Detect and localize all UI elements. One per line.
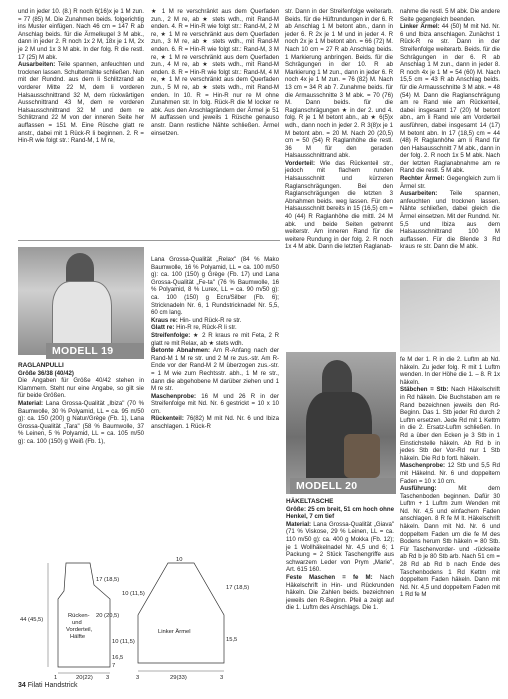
col2-text-a: ★ 1 M re verschränkt aus dem Querfaden zun., 2 M re, ab ★ stets wdh., mit Rand-M enden. 4. R = Hin-R wie folgt str.: Rand-M, 2 M re, ★ 1 M re verschränkt aus dem Querfaden zun., 3 M re, ab ★ stets wdh., mit Rand-M enden. 6. R = Hin-R wie folgt str.: Rand-M, 3 M re, ★ 1 M re verschränkt aus dem Querfaden zun., 4 M re, ab ★ stets wdh., mit Rand-M enden. 8. R = Hin-R wie folgt str.: Rand-M, 4 M re, ★ 1 M re verschränkt aus dem Querfaden zun., 5 M re, ab ★ stets wdh., mit Rand-M enden. In 10. R = Hin-R nur re M ohne Zunahmen str. In folg. Rück-R die M locker re abk. Aus den Anschlagrändern der Ärmel je 51 M auffassen und jeweils 1 Rüsche genauso anstr. Dann restliche Nähte schließen. Ärmel einsetzen. [151,8,279,137]
dim-side: 10 (11,5) [112,639,135,645]
column-4-lower [400,356,500,599]
model-19-banner: MODELL 19 [46,343,144,359]
raglan-size: Größe 36/38 (40/42) [18,369,74,377]
body-label-3: Vorderteil, [66,627,93,633]
body-label-4: Hälfte [70,634,86,640]
column-2-lower [151,256,279,431]
dim-sleeve-top: 10 [176,557,183,563]
col4-ausarb: Ausarbeiten: Teile spannen, anfeuchten und trocknen lassen. Nähte schließen, dabei gleich die Ärmel einsetzen. Mit der Rundnd. Nr. 5,5 und Ibiza aus dem Halsausschnittrand 100 M auffassen. Für die Blende 3 Rd kraus re str. Dann die M abk. [400,190,500,251]
model-20-banner: MODELL 20 [290,478,396,494]
col4-probe: Maschenprobe: 12 Stb und 5,5 Rd mit Häkelnd. Nr. 6 und doppeltem Faden = 10 x 10 cm. [400,462,501,485]
sleeve-label: Linker Ärmel [158,629,191,635]
sleeve-piece-outline [138,563,224,663]
col4-text-a: nahme die restl. 5 M abk. Die andere Seite gegengleich beenden. [400,8,500,23]
raglan-material: Material: Lana Grossa-Qualität „Ibiza" (70 % Baumwolle, 30 % Polyamid, LL = ca. 95 m/50 g): ca. 150 (200) g Natur/Grège (Fb. 1), Lana Grossa-Qualität „Tara" (58 % Baumwolle, 37 % Leinen, 5 % Polyamid, LL = ca. 105 m/50 g): ca. 100 (150) g Weiß (Fb. 1), [18,399,144,445]
dim-bottom-l-2: 20(22) [76,675,93,680]
raglan-heading: RAGLANPULLI [18,362,64,369]
haekeltasche-section [286,498,394,612]
col3-text-a: str. Dann in der Streifenfolge weiterarb. Beids. für die Hüftrundungen in der 6. R ab Anschlag 1 M betont abn., dann in jeder 6. R 2x je 1 M und in jeder 4. R noch 2x je 1 M betont abn. = 66 (72) M. Nach 10 cm = 27 R ab Anschlag beids. 1 Markierung anbringen. Beids. für die Schrägungen in der 10. R ab Markierung 1 M zun., dann in jeder 6. R noch 4x je 1 M zun. = 76 (82) M. Nach 13 cm = 34 R ab 7. Zunahme beids. für die Armausschnitte 3 M abk. = 70 (76) M. Dann beids. für die Raglanschrägungen ★ in der 2. und 4. folg. R je 1 M betont abn., ab ★ 6(5)x wdh., dann noch in jeder 2. R 3(8)x je 1 M betont abn. = 20 M. Nach 20 (20,5) cm = 50 (54) R Raglanhöhe die restl. 36 M für den geraden Halsausschnittrand abk. [285,8,393,160]
haekel-feste: Feste Maschen = fe M: Nach Häkelschrift in Hin- und Rückrunden häkeln. Die Zahlen beids. bezeichnen jeweils den R-Beginn. Pfeil a zeigt auf die 1. Luftm des Anschlags. Die 1. [286,573,394,612]
dim-bottom-r-1: 3 [136,675,140,680]
col2-streifen: Streifenfolge: ★ 2 R kraus re mit Feta, 2 R glatt re mit Relax, ab ★ stets wdh. [151,331,279,347]
body-label-1: Rücken- [68,613,90,619]
dim-armhole: 17 (18,5) [96,577,120,583]
haekel-material: Material: Lana Grossa-Qualität „Giava" (71 % Viskose, 29 % Leinen, LL = ca. 110 m/50 g): ca. 400 g Mokka (Fb. 12); je 1 Wollhäkelnadel Nr. 4,5 und 6; 1 Packung = 2 Stück Taschengriffe aus schwarzem Leder von Prym „Marie", Art. 615 160. [286,520,394,574]
col4-rechter: Rechter Ärmel: Gegengleich zum li Ärmel str. [400,175,500,190]
body-label-2: und [72,620,82,626]
haekel-heading: HÄKELTASCHE [286,498,334,505]
col3-vorderteil: Vorderteil: Wie das Rückenteil str., jedoch mit flachem runden Halsausschnitt und kürzeren Raglanschrägungen. Bei den Raglanschrägungen die letzten 3 Abnahmen beids. weg lassen. Für den Halsausschnitt bereits in 15 (16,5) cm = 40 (44) R Raglanhöhe die mittl. 24 M abk. und beide Seiten getrennt weiterstr. Am inneren Rand für die weitere Rundung in der folg. 2. R noch 1x 4 M abk. Dann die letzten Raglanab- [285,159,393,251]
col4-staebchen: Stäbchen = Stb: Nach Häkelschrift in Rd häkeln. Die Buchstaben am re Rand bezeichnen jeweils den Rd-Beginn. Das 1. Stb jeder Rd durch 2 Luftm ersetzen. Jede Rd mit 1 Kettm in die 2. Ersatz-Luftm schließen. In Rd a über den Ecken je 3 Stb in 1 Einstichstelle häkeln. Ab Rd b in jedes Stb der Vor-Rd nur 1 Stb häkeln. Die Rd b fortl. häkeln. [400,386,500,462]
col4-text-b: fe M der 1. R in die 2. Luftm ab Nd. häkeln. Zu jeder folg. R mit 1 Luftm wenden. In der Höhe die 1. – 8. R 1x häkeln. [400,356,500,386]
col2-probe: Maschenprobe: 16 M und 26 R in der Streifenfolge mit Nd. Nr. 6 gestrickt = 10 x 10 cm. [151,392,279,415]
dim-upper: 20 (20,5) [96,613,120,619]
model-19-photo [18,247,144,355]
dim-hem: 7 [112,663,116,669]
page-footer [18,682,78,689]
raglan-body-text: und in jeder 10. (8.) R noch 6(16)x je 1 M zun. = 77 (85) M. Die Zunahmen beids. folgerichtig ins Muster einfügen. Nach 46 cm = 147 R ab Anschlag beids. für die Ärmelkugel 3 M abk., dann in jeder 2. R noch 1x 2 M, 18x je 1 M, 2x je 2 M und 1x 3 M abk. In der folg. R die restl. 17 (25) M abk. [18,8,144,61]
haekel-size: Größe: 25 cm breit, 51 cm hoch ohne Henkel, 7 cm tief [286,505,394,521]
section-divider [18,240,280,241]
col4-linker: Linker Ärmel: 44 (50) M mit Nd. Nr. 6 und Ibiza anschlagen. Zunächst 1 Rück-R re str. Dann in der Streifenfolge weiterarb. Beids. für die Schrägungen in der 6. R ab Anschlag 1 M zun., dann in jeder 8. R noch 4x je 1 M = 54 (60) M. Nach 15,5 cm = 43 R ab Anschlag beids. für die Armausschnitte 3 M abk. = 48 (54) M. Dann die Raglanschrägung am re Rand wie am Rückenteil, dabei insgesamt 17 (20) M betont abn., am li Rand wie am Vorderteil ausführen, dabei insgesamt 14 (17) M betont abn. In 17 (18,5) cm = 44 (48) R Raglanhöhe am li Rand für den Halsausschnitt 7 M abk., dann in der folg. 2. R noch 1x 5 M abk. Nach der letzten Raglanabnahme am re Rand die restl. 5 M abk. [400,23,500,175]
bag-detail-photo [400,280,500,352]
col2-rueck: Rückenteil: 76(82) M mit Nd. Nr. 6 und Ibiza anschlagen. 1 Rück-R [151,415,279,431]
dim-height-total: 44 (45,5) [20,617,44,623]
dim-bottom-r-2: 29(33) [170,675,187,680]
publication-name: Filati Handstrick [27,682,78,689]
raglan-section [18,362,144,446]
pattern-schematic [18,555,280,680]
dim-sleeve-3: 15,5 [226,637,238,643]
dim-sleeve-2: 17 (18,5) [226,585,250,591]
column-3 [285,8,393,251]
col4-ausf: Ausführung: Mit dem Taschenboden beginnen. Dafür 30 Luftm + 1 Luftm zum Wenden mit Nd. Nr. 4,5 und einfachem Faden anschlagen. 8 R fe M lt. Häkelschrift häkeln. Dann mit Nd. Nr. 6 und doppeltem Faden um die fe M des Bodens herum Stb häkeln = 80 Stb. Für Taschenvorder- und -rückseite ab Rd b je 80 Stb arb. Nach 51 cm = 28 Rd ab Rd b nach Ende des Taschenbodens 1 Rd Kettm mit doppeltem Faden häkeln. Dann mit Nd. Nr. 4,5 und doppeltem Faden mit 1 Rd fe M [400,485,500,599]
dim-hip: 16,5 [112,655,124,661]
col2-abnahmen: Betonte Abnahmen: Am R-Anfang nach der Rand-M 1 M re str. und 2 M re zus.-str. Am R-Ende vor der Rand-M 2 M überzogen zus.-str. = 1 M wie zum Rechtsstr. abh., 1 M re str., dann die abgehobene M darüber ziehen und 1 M re str. [151,347,279,393]
raglan-intro: Die Angaben für Größe 40/42 stehen in Klammern. Steht nur eine Angabe, so gilt sie für beide Größen. [18,377,144,400]
page-number: 34 [18,682,26,689]
raglan-ausarbeiten: Ausarbeiten: Teile spannen, anfeuchten und trocknen lassen. Schulternähte schließen. Nun mit der Rundnd. aus dem li Schlitzrand ab vorderer Mitte 22 M, dem li vorderen Halsausschnittrand 32 M, dem rückwärtigen Ausschnittrand 43 M, dem re vorderen Halsausschnittrand 32 M und dem re Schlitzrand 22 M von der inneren Seite her auffassen = 151 M. Eine Rüsche glatt re anstr., dabei mit 1 Rück-R li beginnen. 2. R = Hin-R wie folgt str.: Rand-M, 1 M re, [18,61,145,145]
dim-bottom-l-3: 3 [106,675,110,680]
column-2 [151,8,279,137]
dim-bottom-r-3: 3 [220,675,224,680]
model-20-photo [286,352,396,494]
column-1 [18,8,144,145]
dim-sleeve-1: 10 (11,5) [122,591,145,597]
dim-bottom-l-1: 1 [54,675,58,680]
col2-glatt: Glatt re: Hin-R re, Rück-R li str. [151,324,237,332]
column-4 [400,8,500,251]
col2-kraus: Kraus re: Hin- und Rück-R re str. [151,316,242,324]
col2-material: Lana Grossa-Qualität „Relax" (84 % Mako Baumwolle, 16 % Polyamid, LL = ca. 100 m/50 g): ca. 100 (150) g Grège (Fb. 17) und Lana Grossa-Qualität „Fe-ta" (76 % Baumwolle, 16 % Polyamid, 8 % Lurex, LL = ca. 90 m/50 g): ca. 100 (150) g Ecru/Silber (Fb. 6); Stricknadeln Nr. 6, 1 Rundstricknadel Nr. 5,5, 60 cm lang. [151,256,279,317]
